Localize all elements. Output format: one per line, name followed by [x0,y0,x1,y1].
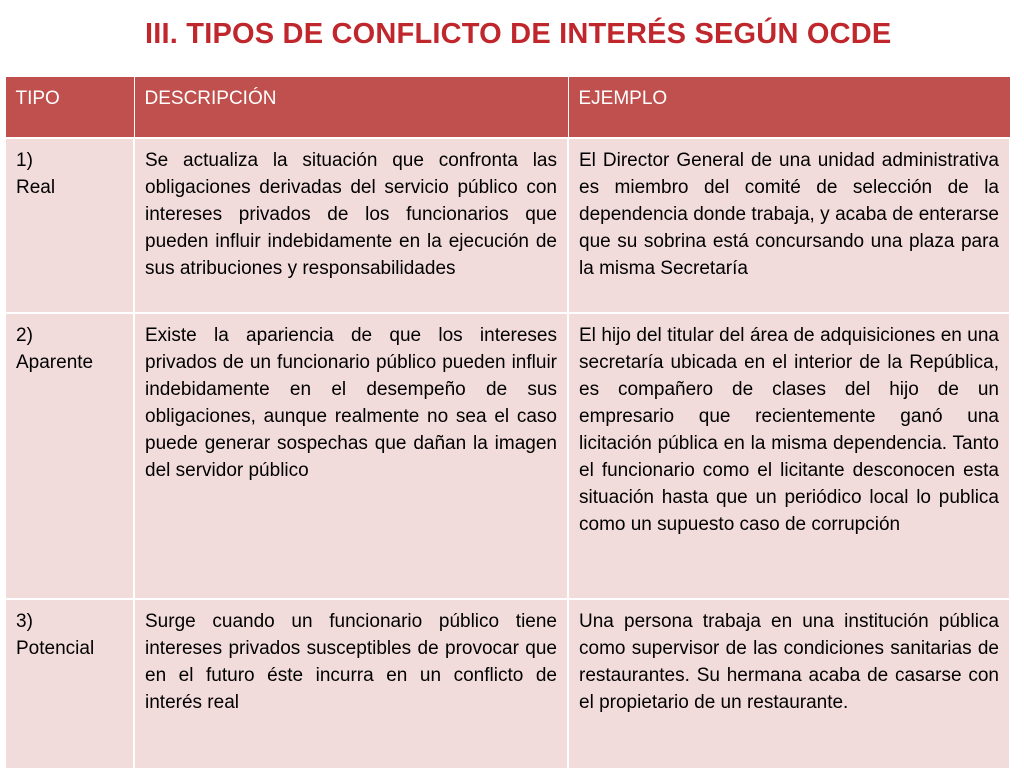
slide-title: III. TIPOS DE CONFLICTO DE INTERÉS SEGÚN OCDE [145,18,892,50]
ejemplo-cell: El hijo del titular del área de adquisiciones en una secretaría ubicada en el interior de la República, es compañero de clases del hijo de un empresario que recientemente ganó una licitación pública en la misma dependencia. Tanto el funcionario como el licitante desconocen esta situación hasta que un periódico local lo publica como un supuesto caso de corrupción [568,313,1010,599]
table-row-real [5,138,1010,313]
tipo-label: Aparente [16,352,94,373]
table-container [4,77,1009,768]
ejemplo-cell: Una persona trabaja en una institución pública como supervisor de las condiciones sanitarias de restaurantes. Su hermana acaba de casarse con el propietario de un restaurante. [568,599,1010,768]
descripcion-cell: Existe la apariencia de que los intereses privados de un funcionario público pueden influir indebidamente en el desempeño de sus obligaciones, aunque realmente no sea el caso puede generar sospechas que dañan la imagen del servidor público [134,313,568,599]
tipo-number: 2) [16,325,33,346]
tipo-cell [5,599,134,768]
table-row-potencial [5,599,1010,768]
header-ejemplo: EJEMPLO [568,77,1010,138]
descripcion-cell: Surge cuando un funcionario público tiene intereses privados susceptibles de provocar que en el futuro éste incurra en un conflicto de interés real [134,599,568,768]
tipo-label: Real [16,177,56,198]
tipo-cell [5,313,134,599]
header-tipo: TIPO [5,77,134,138]
conflict-types-table [4,77,1011,768]
header-descripcion: DESCRIPCIÓN [134,77,568,138]
tipo-number: 1) [16,150,33,171]
descripcion-cell: Se actualiza la situación que confronta las obligaciones derivadas del servicio público con intereses privados de los funcionarios que pueden influir indebidamente en la ejecución de sus atribuciones y responsabilidades [134,138,568,313]
tipo-cell [5,138,134,313]
tipo-number: 3) [16,611,33,632]
ejemplo-cell: El Director General de una unidad administrativa es miembro del comité de selección de la dependencia donde trabaja, y acaba de enterarse que su sobrina está concursando una plaza para la misma Secretaría [568,138,1010,313]
table-row-aparente [5,313,1010,599]
tipo-label: Potencial [16,638,95,659]
table-header-row [5,77,1010,138]
